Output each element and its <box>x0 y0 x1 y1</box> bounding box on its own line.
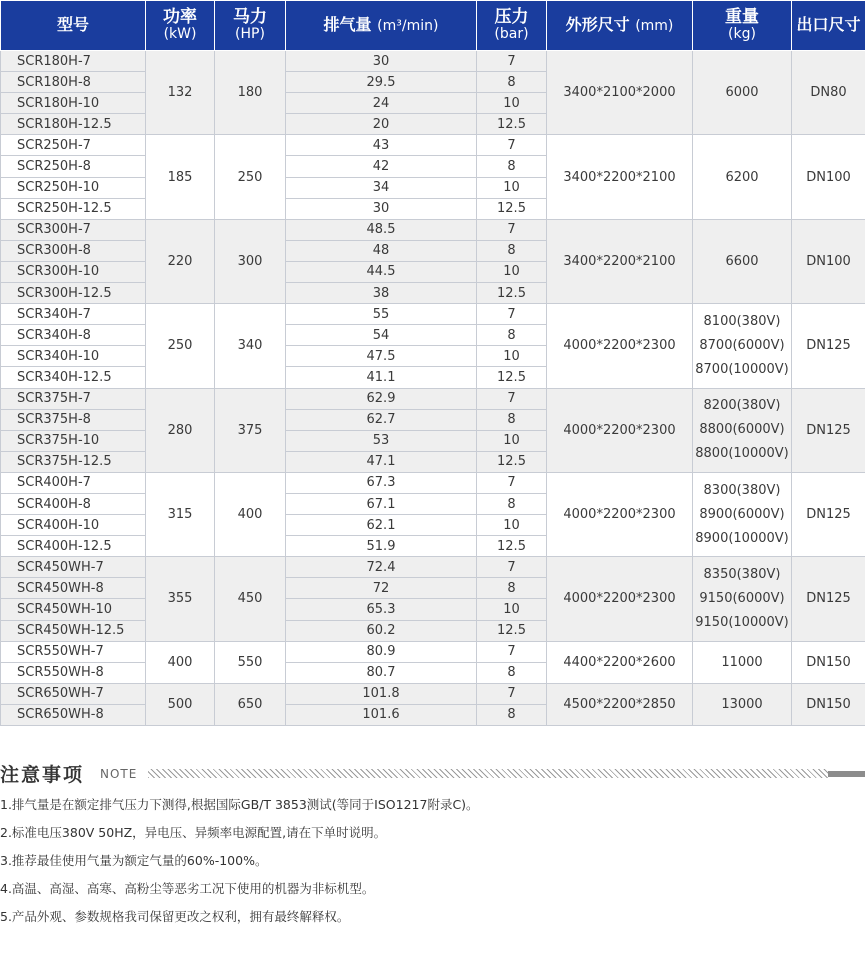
header-pressure: 压力 (bar) <box>477 1 547 51</box>
air-flow-cell: 48.5 <box>286 219 477 240</box>
weight-value: 8200(380V) <box>703 398 781 414</box>
air-flow-cell: 41.1 <box>286 367 477 388</box>
model-group <box>1 135 865 219</box>
air-flow-cell: 42 <box>286 156 477 177</box>
air-flow-cell: 29.5 <box>286 72 477 93</box>
table-row <box>1 304 865 325</box>
table-row <box>1 135 865 156</box>
outlet-cell: DN125 <box>792 304 865 388</box>
header-row <box>1 1 865 51</box>
outlet-cell: DN100 <box>792 135 865 219</box>
model-cell: SCR450WH-7 <box>1 557 146 578</box>
model-cell: SCR400H-7 <box>1 472 146 493</box>
weight-value: 8100(380V) <box>703 313 781 329</box>
air-flow-cell: 101.6 <box>286 704 477 725</box>
power-cell: 220 <box>146 219 215 303</box>
notes-header <box>0 760 865 788</box>
dimensions-cell: 4500*2200*2850 <box>547 683 693 725</box>
dimensions-cell: 4000*2200*2300 <box>547 557 693 641</box>
model-cell: SCR375H-10 <box>1 430 146 451</box>
model-cell: SCR250H-8 <box>1 156 146 177</box>
horsepower-cell: 550 <box>215 641 286 683</box>
pressure-cell: 8 <box>477 240 547 261</box>
outlet-cell: DN100 <box>792 219 865 303</box>
air-flow-cell: 101.8 <box>286 683 477 704</box>
air-flow-cell: 55 <box>286 304 477 325</box>
air-flow-cell: 47.1 <box>286 451 477 472</box>
divider-bar <box>828 771 865 777</box>
model-cell: SCR340H-10 <box>1 346 146 367</box>
pressure-cell: 8 <box>477 156 547 177</box>
pressure-cell: 7 <box>477 557 547 578</box>
pressure-cell: 8 <box>477 72 547 93</box>
model-cell: SCR400H-10 <box>1 515 146 536</box>
outlet-cell: DN125 <box>792 557 865 641</box>
weight-value: 8700(10000V) <box>695 361 789 377</box>
model-cell: SCR400H-8 <box>1 493 146 514</box>
horsepower-cell: 180 <box>215 51 286 135</box>
model-cell: SCR340H-8 <box>1 325 146 346</box>
power-cell: 400 <box>146 641 215 683</box>
pressure-cell: 10 <box>477 177 547 198</box>
table-row <box>1 683 865 704</box>
model-cell: SCR180H-10 <box>1 93 146 114</box>
weight-value: 9150(6000V) <box>699 590 785 606</box>
weight-value: 8350(380V) <box>703 566 781 582</box>
pressure-cell: 7 <box>477 472 547 493</box>
outlet-cell: DN150 <box>792 641 865 683</box>
pressure-cell: 12.5 <box>477 451 547 472</box>
header-weight: 重量 (kg) <box>693 1 792 51</box>
air-flow-cell: 72 <box>286 578 477 599</box>
outlet-cell: DN150 <box>792 683 865 725</box>
weight-cell <box>693 557 792 641</box>
air-flow-cell: 34 <box>286 177 477 198</box>
weight-cell <box>693 219 792 303</box>
table-row <box>1 641 865 662</box>
air-flow-cell: 62.1 <box>286 515 477 536</box>
model-cell: SCR180H-12.5 <box>1 114 146 135</box>
table-row <box>1 388 865 409</box>
model-cell: SCR180H-7 <box>1 51 146 72</box>
pressure-cell: 8 <box>477 409 547 430</box>
pressure-cell: 12.5 <box>477 536 547 557</box>
weight-value: 8900(10000V) <box>695 530 789 546</box>
air-flow-cell: 51.9 <box>286 536 477 557</box>
note-item: 5.产品外观、参数规格我司保留更改之权利，拥有最终解释权。 <box>0 909 350 924</box>
model-cell: SCR375H-12.5 <box>1 451 146 472</box>
model-cell: SCR375H-8 <box>1 409 146 430</box>
notes-subtitle: NOTE <box>100 767 138 781</box>
power-cell: 355 <box>146 557 215 641</box>
dimensions-cell: 3400*2100*2000 <box>547 51 693 135</box>
pressure-cell: 8 <box>477 325 547 346</box>
horsepower-cell: 375 <box>215 388 286 472</box>
outlet-cell: DN125 <box>792 472 865 556</box>
model-cell: SCR340H-7 <box>1 304 146 325</box>
hatch-divider <box>148 769 828 778</box>
dimensions-cell: 3400*2200*2100 <box>547 135 693 219</box>
horsepower-cell: 400 <box>215 472 286 556</box>
weight-value: 6200 <box>725 169 759 185</box>
power-cell: 315 <box>146 472 215 556</box>
model-cell: SCR450WH-12.5 <box>1 620 146 641</box>
model-cell: SCR340H-12.5 <box>1 367 146 388</box>
pressure-cell: 10 <box>477 93 547 114</box>
weight-cell <box>693 683 792 725</box>
horsepower-cell: 250 <box>215 135 286 219</box>
weight-value: 13000 <box>721 696 763 712</box>
table-row <box>1 51 865 72</box>
notes-section <box>0 760 865 924</box>
model-cell: SCR300H-12.5 <box>1 283 146 304</box>
pressure-cell: 7 <box>477 135 547 156</box>
power-cell: 280 <box>146 388 215 472</box>
air-flow-cell: 53 <box>286 430 477 451</box>
pressure-cell: 10 <box>477 261 547 282</box>
air-flow-cell: 65.3 <box>286 599 477 620</box>
model-group <box>1 304 865 388</box>
note-item: 2.标准电压380V 50HZ，异电压、异频率电源配置,请在下单时说明。 <box>0 825 387 840</box>
model-cell: SCR450WH-10 <box>1 599 146 620</box>
pressure-cell: 8 <box>477 578 547 599</box>
weight-cell <box>693 388 792 472</box>
weight-value: 8900(6000V) <box>699 506 785 522</box>
weight-value: 11000 <box>721 654 763 670</box>
dimensions-cell: 4400*2200*2600 <box>547 641 693 683</box>
model-cell: SCR375H-7 <box>1 388 146 409</box>
model-cell: SCR550WH-8 <box>1 662 146 683</box>
air-flow-cell: 30 <box>286 198 477 219</box>
pressure-cell: 7 <box>477 683 547 704</box>
power-cell: 250 <box>146 304 215 388</box>
power-cell: 132 <box>146 51 215 135</box>
header-horsepower: 马力 (HP) <box>215 1 286 51</box>
model-group <box>1 683 865 725</box>
air-flow-cell: 60.2 <box>286 620 477 641</box>
dimensions-cell: 4000*2200*2300 <box>547 472 693 556</box>
model-cell: SCR250H-12.5 <box>1 198 146 219</box>
weight-value: 8300(380V) <box>703 482 781 498</box>
weight-value: 6600 <box>725 253 759 269</box>
note-item: 1.排气量是在额定排气压力下测得,根据国际GB/T 3853测试(等同于ISO1217附录C)。 <box>0 797 479 812</box>
table-row <box>1 472 865 493</box>
air-flow-cell: 47.5 <box>286 346 477 367</box>
table-row <box>1 219 865 240</box>
note-item: 4.高温、高湿、高寒、高粉尘等恶劣工况下使用的机器为非标机型。 <box>0 881 375 896</box>
notes-list <box>0 796 479 936</box>
notes-title: 注意事项 <box>0 764 85 786</box>
power-cell: 185 <box>146 135 215 219</box>
header-model: 型号 <box>1 1 146 51</box>
air-flow-cell: 44.5 <box>286 261 477 282</box>
air-flow-cell: 38 <box>286 283 477 304</box>
model-cell: SCR250H-10 <box>1 177 146 198</box>
pressure-cell: 7 <box>477 51 547 72</box>
pressure-cell: 8 <box>477 704 547 725</box>
air-flow-cell: 67.1 <box>286 493 477 514</box>
model-cell: SCR300H-10 <box>1 261 146 282</box>
pressure-cell: 12.5 <box>477 198 547 219</box>
model-cell: SCR180H-8 <box>1 72 146 93</box>
outlet-cell: DN125 <box>792 388 865 472</box>
model-cell: SCR250H-7 <box>1 135 146 156</box>
model-group <box>1 219 865 303</box>
weight-value: 9150(10000V) <box>695 614 789 630</box>
weight-value: 6000 <box>725 85 759 101</box>
air-flow-cell: 30 <box>286 51 477 72</box>
power-cell: 500 <box>146 683 215 725</box>
weight-cell <box>693 304 792 388</box>
pressure-cell: 8 <box>477 493 547 514</box>
header-power: 功率 (kW) <box>146 1 215 51</box>
model-cell: SCR450WH-8 <box>1 578 146 599</box>
air-flow-cell: 48 <box>286 240 477 261</box>
air-flow-cell: 24 <box>286 93 477 114</box>
weight-value: 8700(6000V) <box>699 337 785 353</box>
pressure-cell: 7 <box>477 219 547 240</box>
weight-cell <box>693 135 792 219</box>
weight-cell <box>693 472 792 556</box>
weight-cell <box>693 641 792 683</box>
horsepower-cell: 340 <box>215 304 286 388</box>
model-group <box>1 51 865 135</box>
pressure-cell: 10 <box>477 346 547 367</box>
model-group <box>1 557 865 641</box>
model-group <box>1 641 865 683</box>
pressure-cell: 12.5 <box>477 114 547 135</box>
air-flow-cell: 67.3 <box>286 472 477 493</box>
pressure-cell: 12.5 <box>477 283 547 304</box>
air-flow-cell: 62.7 <box>286 409 477 430</box>
model-cell: SCR300H-8 <box>1 240 146 261</box>
header-air-flow: 排气量 (m³/min) <box>286 1 477 51</box>
header-outlet: 出口尺寸 <box>792 1 865 51</box>
outlet-cell: DN80 <box>792 51 865 135</box>
pressure-cell: 8 <box>477 662 547 683</box>
dimensions-cell: 4000*2200*2300 <box>547 388 693 472</box>
pressure-cell: 12.5 <box>477 367 547 388</box>
model-cell: SCR300H-7 <box>1 219 146 240</box>
pressure-cell: 10 <box>477 430 547 451</box>
weight-value: 8800(6000V) <box>699 422 785 438</box>
pressure-cell: 10 <box>477 515 547 536</box>
horsepower-cell: 450 <box>215 557 286 641</box>
pressure-cell: 7 <box>477 304 547 325</box>
air-flow-cell: 62.9 <box>286 388 477 409</box>
table-row <box>1 557 865 578</box>
pressure-cell: 12.5 <box>477 620 547 641</box>
weight-value: 8800(10000V) <box>695 446 789 462</box>
horsepower-cell: 650 <box>215 683 286 725</box>
dimensions-cell: 4000*2200*2300 <box>547 304 693 388</box>
model-group <box>1 388 865 472</box>
air-flow-cell: 80.7 <box>286 662 477 683</box>
model-cell: SCR650WH-8 <box>1 704 146 725</box>
air-flow-cell: 80.9 <box>286 641 477 662</box>
note-item: 3.推荐最佳使用气量为额定气量的60%-100%。 <box>0 853 268 868</box>
air-flow-cell: 54 <box>286 325 477 346</box>
air-flow-cell: 43 <box>286 135 477 156</box>
model-cell: SCR650WH-7 <box>1 683 146 704</box>
pressure-cell: 7 <box>477 641 547 662</box>
weight-cell <box>693 51 792 135</box>
model-cell: SCR550WH-7 <box>1 641 146 662</box>
model-cell: SCR400H-12.5 <box>1 536 146 557</box>
air-flow-cell: 72.4 <box>286 557 477 578</box>
pressure-cell: 10 <box>477 599 547 620</box>
header-dimensions: 外形尺寸 (mm) <box>547 1 693 51</box>
model-group <box>1 472 865 556</box>
air-flow-cell: 20 <box>286 114 477 135</box>
dimensions-cell: 3400*2200*2100 <box>547 219 693 303</box>
horsepower-cell: 300 <box>215 219 286 303</box>
pressure-cell: 7 <box>477 388 547 409</box>
